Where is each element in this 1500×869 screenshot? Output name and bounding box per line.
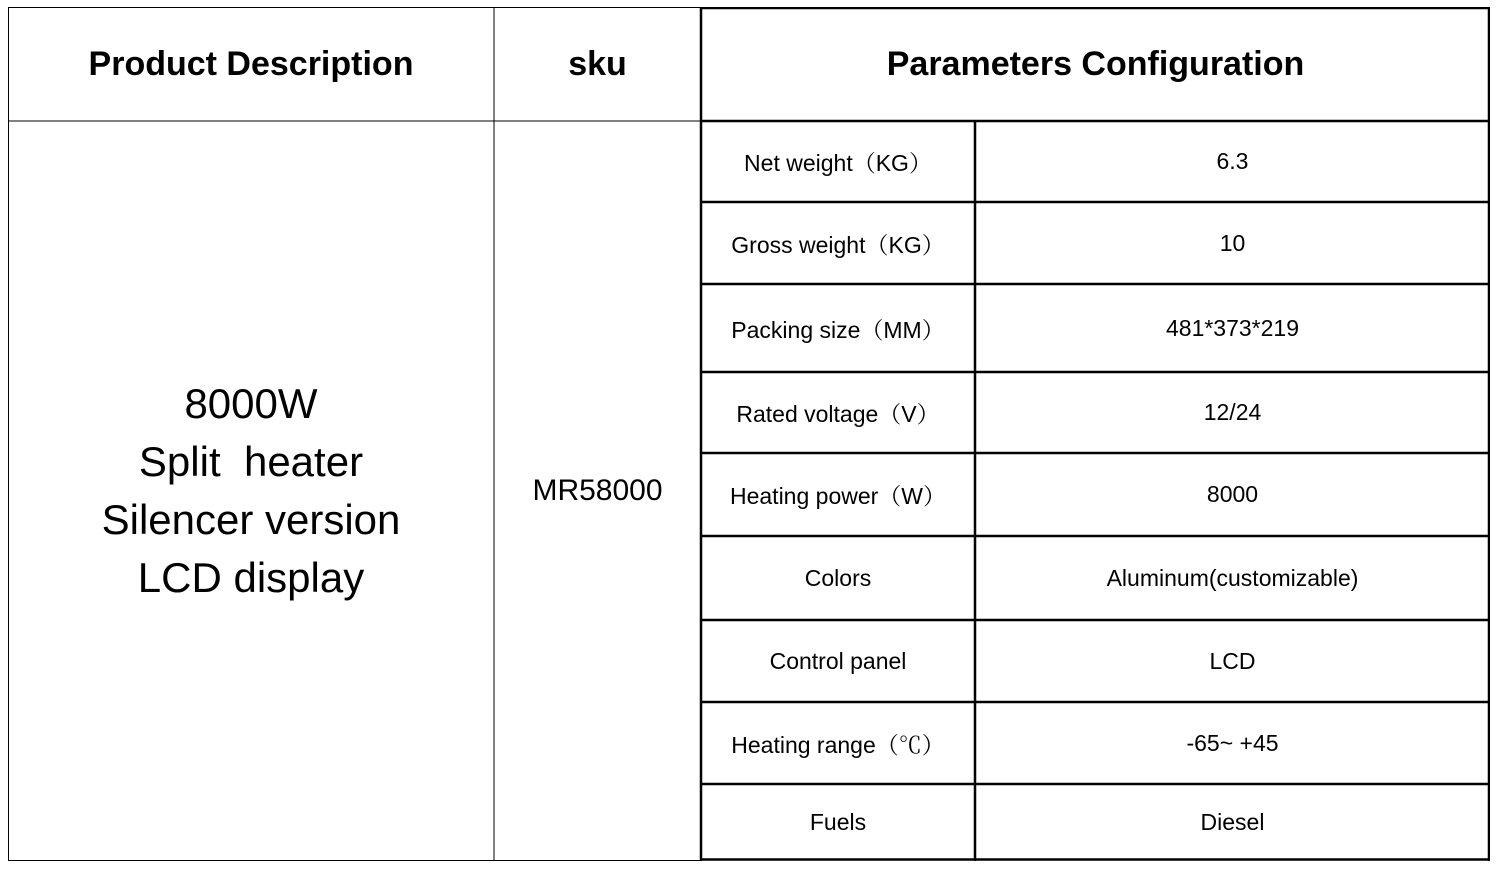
parameter-value: -65~ +45 [1186, 729, 1279, 756]
parameter-label: Packing size（MM） [731, 316, 945, 343]
parameter-value: 8000 [1206, 481, 1259, 507]
parameter-value: 12/24 [1203, 399, 1262, 425]
spec-table [8, 7, 1490, 861]
description-line: 8000W [184, 380, 318, 427]
description-line: Split heater [138, 438, 364, 485]
header-parameters-configuration: Parameters Configuration [886, 44, 1305, 83]
sku-value: MR58000 [532, 474, 663, 507]
parameter-label: Fuels [809, 809, 867, 835]
parameter-label: Heating power（W） [729, 483, 947, 509]
product-description [8, 121, 494, 861]
parameter-value: Diesel [1200, 809, 1265, 835]
header-sku: sku [568, 44, 627, 83]
parameter-value: 10 [1219, 229, 1246, 256]
description-line: Silencer version [101, 496, 401, 543]
header-product-description: Product Description [88, 44, 414, 83]
parameter-value: 6.3 [1216, 148, 1249, 174]
description-line: LCD display [137, 554, 365, 601]
parameter-label: Net weight（KG） [744, 150, 932, 176]
parameter-value: 481*373*219 [1165, 314, 1300, 341]
parameter-label: Heating range（℃） [731, 731, 945, 758]
parameter-label: Colors [804, 564, 872, 591]
parameter-label: Control panel [769, 647, 907, 674]
parameter-label: Gross weight（KG） [731, 231, 945, 258]
parameter-label: Rated voltage（V） [736, 401, 940, 427]
parameter-value: LCD [1209, 647, 1256, 674]
parameter-value: Aluminum(customizable) [1106, 564, 1359, 591]
